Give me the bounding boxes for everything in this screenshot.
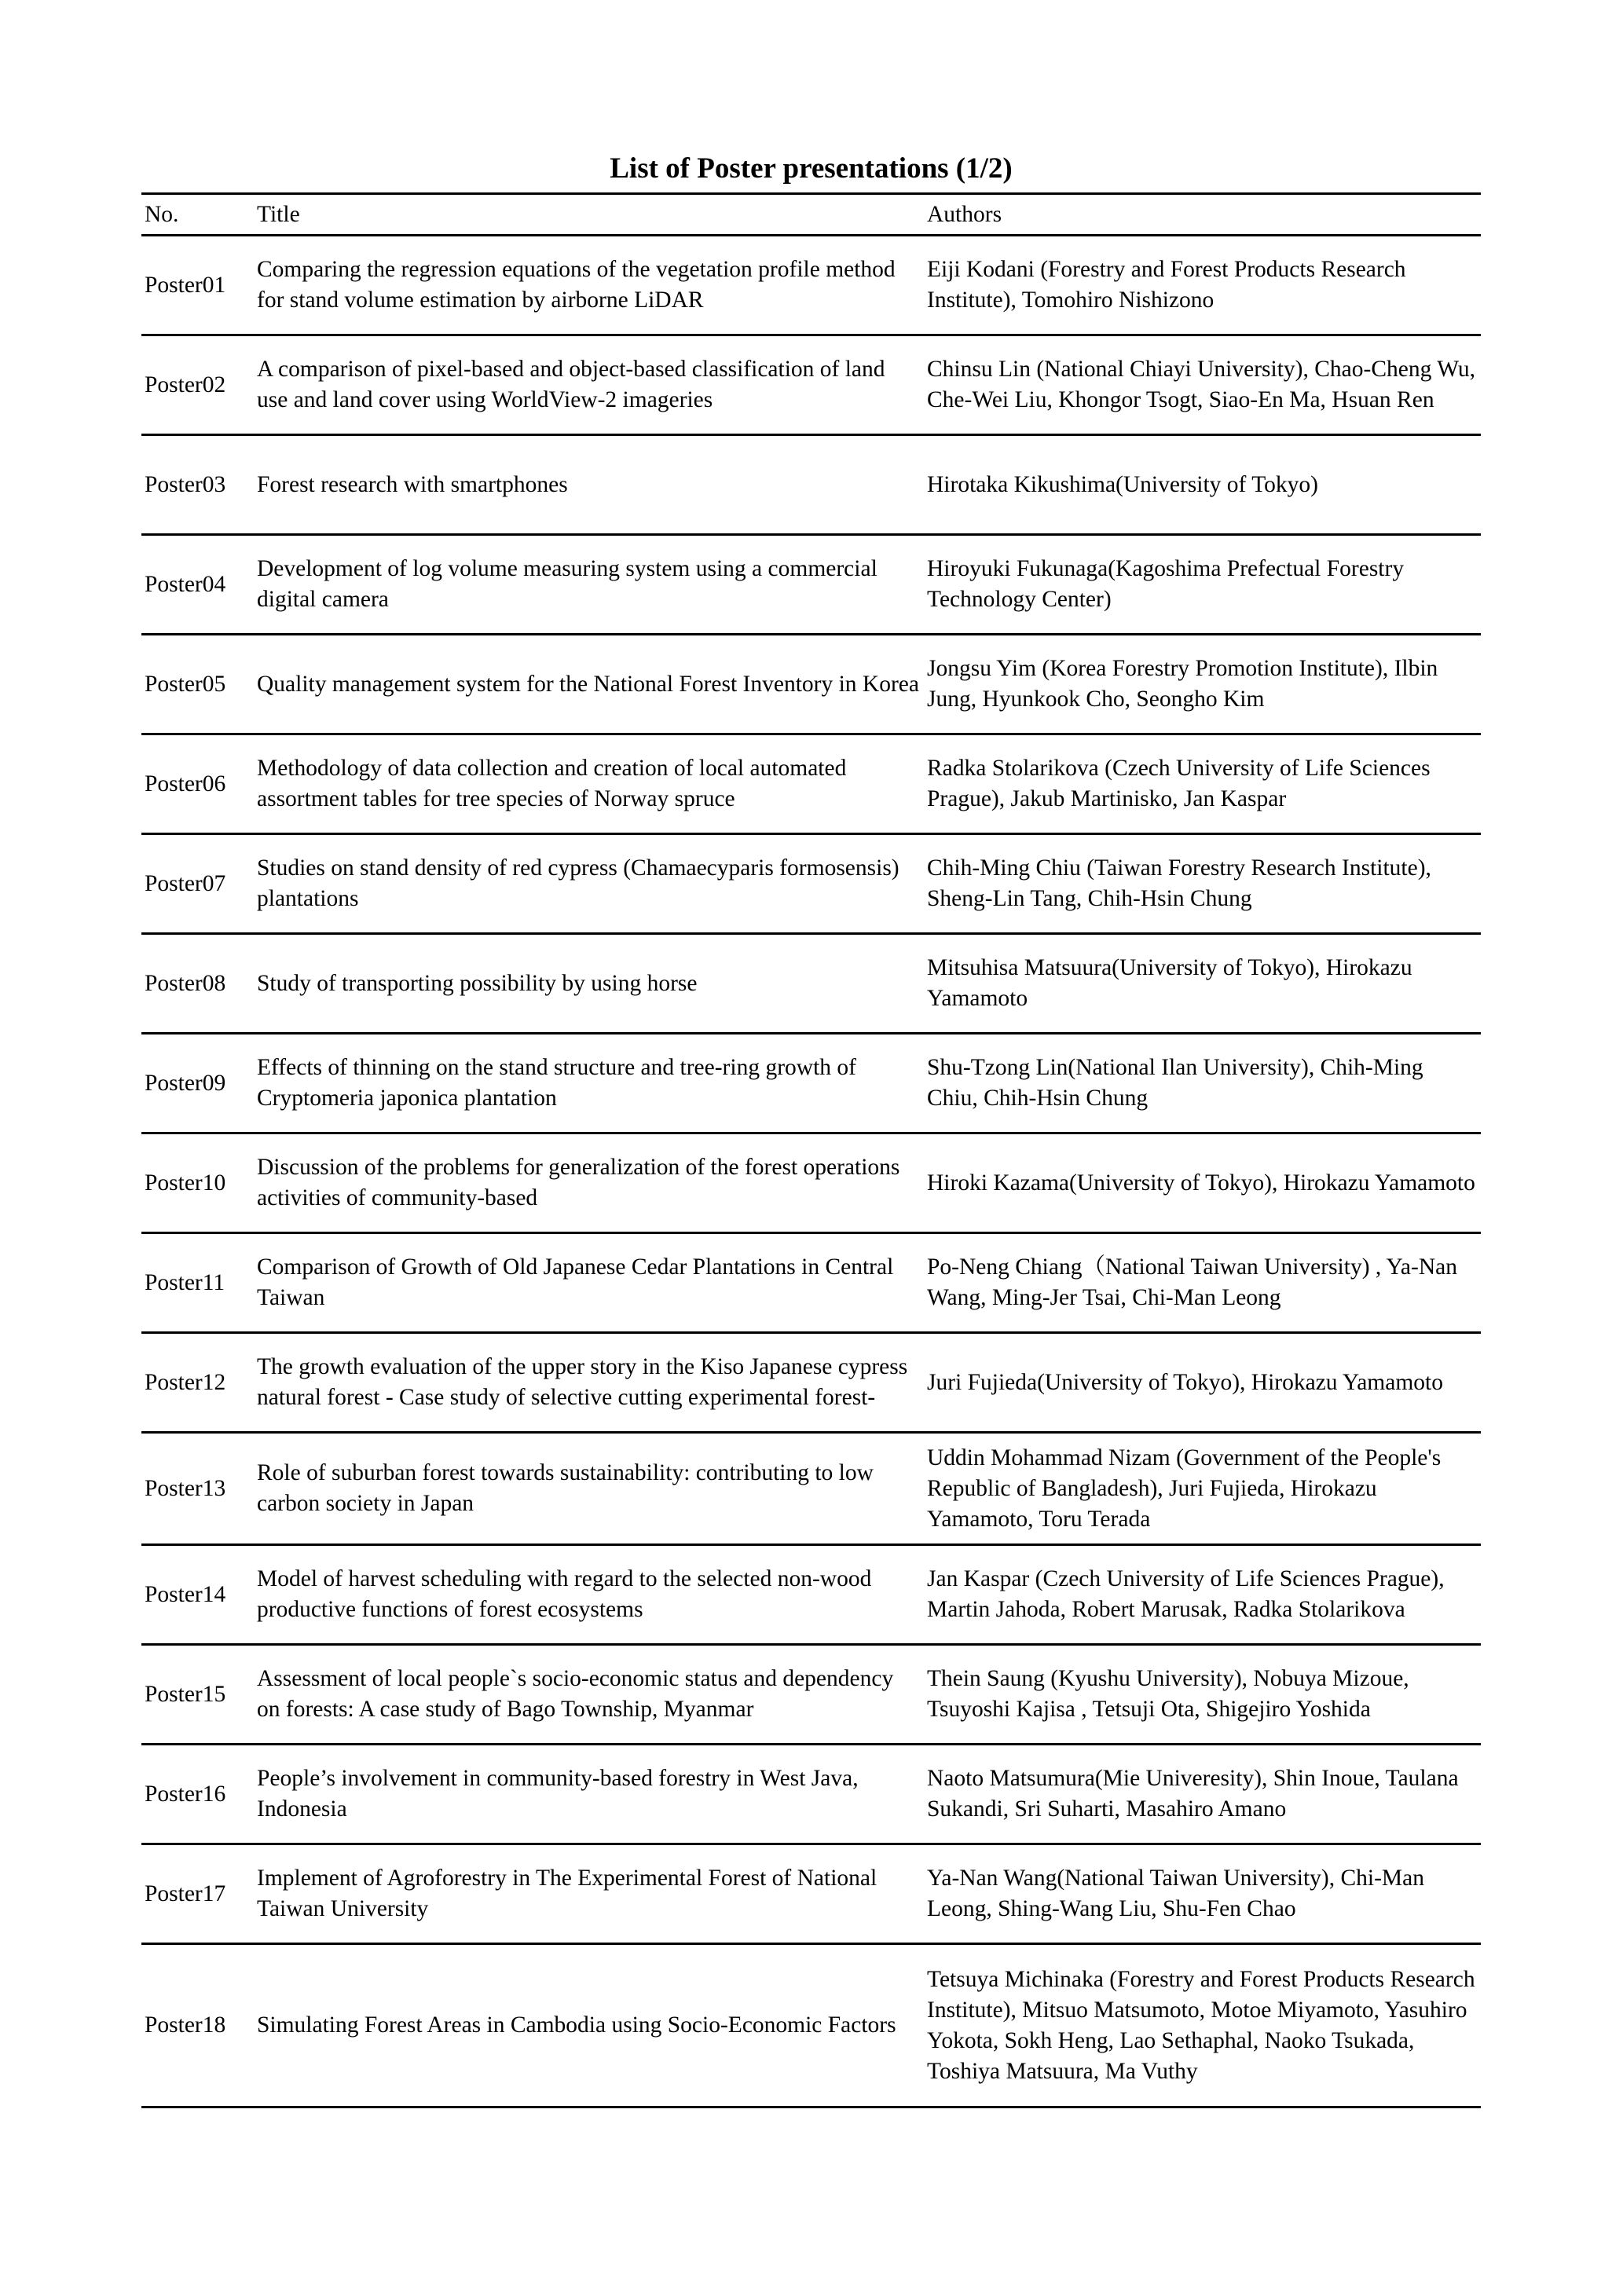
poster-table-container	[141, 192, 1481, 2108]
header-title: Title	[257, 201, 300, 227]
poster-title: Forest research with smartphones	[257, 471, 568, 497]
poster-title: Comparison of Growth of Old Japanese Cedar Plantations in Central Taiwan	[257, 1254, 894, 1310]
table-row	[141, 1944, 1481, 2107]
document-title: List of Poster presentations (1/2)	[610, 152, 1013, 185]
table-row	[141, 834, 1481, 934]
table-row	[141, 1233, 1481, 1333]
poster-table	[141, 192, 1481, 2108]
table-row	[141, 1645, 1481, 1745]
poster-title: Study of transporting possibility by using horse	[257, 970, 698, 996]
poster-title: Implement of Agroforestry in The Experimental Forest of National Taiwan University	[257, 1866, 877, 1921]
poster-title: Studies on stand density of red cypress (Chamaecyparis formosensis) plantations	[257, 855, 899, 911]
poster-title: A comparison of pixel-based and object-based classification of land use and land cover using WorldView-2 imageries	[257, 357, 885, 412]
poster-authors: Hiroki Kazama(University of Tokyo), Hirokazu Yamamoto	[927, 1170, 1475, 1196]
poster-number: Poster12	[145, 1369, 226, 1395]
poster-authors: Tetsuya Michinaka (Forestry and Forest Products Research Institute), Mitsuo Matsumoto, Motoe Miyamoto, Yasuhiro Yokota, Sokh Heng, Lao Sethaphal, Naoko Tsukada, Toshiya Matsuura, Ma Vuthy	[927, 1966, 1475, 2084]
poster-title: Effects of thinning on the stand structure and tree-ring growth of Cryptomeria japonica plantation	[257, 1055, 856, 1111]
poster-title: Development of log volume measuring system using a commercial digital camera	[257, 556, 877, 612]
poster-authors: Po-Neng Chiang（National Taiwan University) , Ya-Nan Wang, Ming-Jer Tsai, Chi-Man Leong	[927, 1254, 1457, 1310]
poster-authors: Shu-Tzong Lin(National Ilan University), Chih-Ming Chiu, Chih-Hsin Chung	[927, 1055, 1423, 1111]
header-no: No.	[145, 201, 179, 227]
poster-authors: Hiroyuki Fukunaga(Kagoshima Prefectual Forestry Technology Center)	[927, 556, 1405, 612]
poster-authors: Jongsu Yim (Korea Forestry Promotion Institute), Ilbin Jung, Hyunkook Cho, Seongho Kim	[927, 656, 1438, 712]
table-row	[141, 236, 1481, 335]
table-row	[141, 934, 1481, 1034]
poster-authors: Naoto Matsumura(Mie Univeresity), Shin Inoue, Taulana Sukandi, Sri Suharti, Masahiro Amano	[927, 1766, 1459, 1822]
poster-title: Comparing the regression equations of the vegetation profile method for stand volume estimation by airborne LiDAR	[257, 257, 896, 313]
poster-number: Poster06	[145, 771, 226, 796]
poster-number: Poster07	[145, 870, 226, 896]
table-header	[141, 194, 1481, 236]
poster-number: Poster04	[145, 571, 226, 597]
poster-number: Poster16	[145, 1781, 226, 1807]
poster-authors: Chih-Ming Chiu (Taiwan Forestry Research Institute), Sheng-Lin Tang, Chih-Hsin Chung	[927, 855, 1431, 911]
poster-number: Poster14	[145, 1581, 226, 1607]
table-row	[141, 1133, 1481, 1233]
poster-number: Poster08	[145, 970, 226, 996]
poster-number: Poster02	[145, 372, 226, 397]
poster-number: Poster05	[145, 671, 226, 697]
table-row	[141, 435, 1481, 535]
poster-title: Quality management system for the National Forest Inventory in Korea	[257, 671, 919, 697]
poster-number: Poster11	[145, 1269, 225, 1295]
poster-number: Poster03	[145, 471, 226, 497]
poster-number: Poster10	[145, 1170, 226, 1196]
table-row	[141, 734, 1481, 834]
poster-title: Model of harvest scheduling with regard to the selected non-wood productive functions of forest ecosystems	[257, 1566, 872, 1622]
poster-authors: Radka Stolarikova (Czech University of Life Sciences Prague), Jakub Martinisko, Jan Kaspar	[927, 756, 1431, 811]
poster-title: Simulating Forest Areas in Cambodia using Socio-Economic Factors	[257, 2012, 896, 2038]
table-header-row	[141, 194, 1481, 236]
table-row	[141, 1745, 1481, 1844]
poster-authors: Uddin Mohammad Nizam (Government of the People's Republic of Bangladesh), Juri Fujieda, Hirokazu Yamamoto, Toru Terada	[927, 1445, 1442, 1532]
poster-title: Discussion of the problems for generalization of the forest operations activities of community-based	[257, 1155, 900, 1210]
poster-authors: Thein Saung (Kyushu University), Nobuya Mizoue, Tsuyoshi Kajisa , Tetsuji Ota, Shigejiro Yoshida	[927, 1666, 1409, 1722]
poster-title: Assessment of local people`s socio-economic status and dependency on forests: A case study of Bago Township, Myanmar	[257, 1666, 894, 1722]
poster-number: Poster18	[145, 2012, 226, 2038]
poster-number: Poster09	[145, 1070, 226, 1096]
table-row	[141, 635, 1481, 734]
header-authors: Authors	[927, 201, 1002, 227]
poster-title: Role of suburban forest towards sustainability: contributing to low carbon society in Japan	[257, 1460, 874, 1516]
table-body	[141, 236, 1481, 2107]
poster-title: Methodology of data collection and creation of local automated assortment tables for tree species of Norway spruce	[257, 756, 847, 811]
table-row	[141, 535, 1481, 635]
table-row	[141, 1844, 1481, 1944]
poster-number: Poster01	[145, 272, 226, 298]
poster-number: Poster15	[145, 1681, 226, 1707]
poster-title: People’s involvement in community-based forestry in West Java, Indonesia	[257, 1766, 859, 1822]
poster-authors: Chinsu Lin (National Chiayi University), Chao-Cheng Wu, Che-Wei Liu, Khongor Tsogt, Siao-En Ma, Hsuan Ren	[927, 357, 1475, 412]
table-row	[141, 1433, 1481, 1545]
poster-number: Poster13	[145, 1475, 226, 1501]
poster-authors: Mitsuhisa Matsuura(University of Tokyo), Hirokazu Yamamoto	[927, 955, 1412, 1011]
poster-authors: Hirotaka Kikushima(University of Tokyo)	[927, 471, 1318, 497]
poster-authors: Eiji Kodani (Forestry and Forest Products Research Institute), Tomohiro Nishizono	[927, 257, 1406, 313]
poster-title: The growth evaluation of the upper story in the Kiso Japanese cypress natural forest - Case study of selective cutting experimental forest-	[257, 1354, 908, 1410]
table-row	[141, 1333, 1481, 1433]
poster-authors: Ya-Nan Wang(National Taiwan University), Chi-Man Leong, Shing-Wang Liu, Shu-Fen Chao	[927, 1866, 1424, 1921]
table-row	[141, 335, 1481, 435]
poster-authors: Jan Kaspar (Czech University of Life Sciences Prague), Martin Jahoda, Robert Marusak, Radka Stolarikova	[927, 1566, 1445, 1622]
table-row	[141, 1545, 1481, 1645]
table-row	[141, 1034, 1481, 1133]
poster-authors: Juri Fujieda(University of Tokyo), Hirokazu Yamamoto	[927, 1369, 1443, 1395]
poster-number: Poster17	[145, 1880, 226, 1906]
